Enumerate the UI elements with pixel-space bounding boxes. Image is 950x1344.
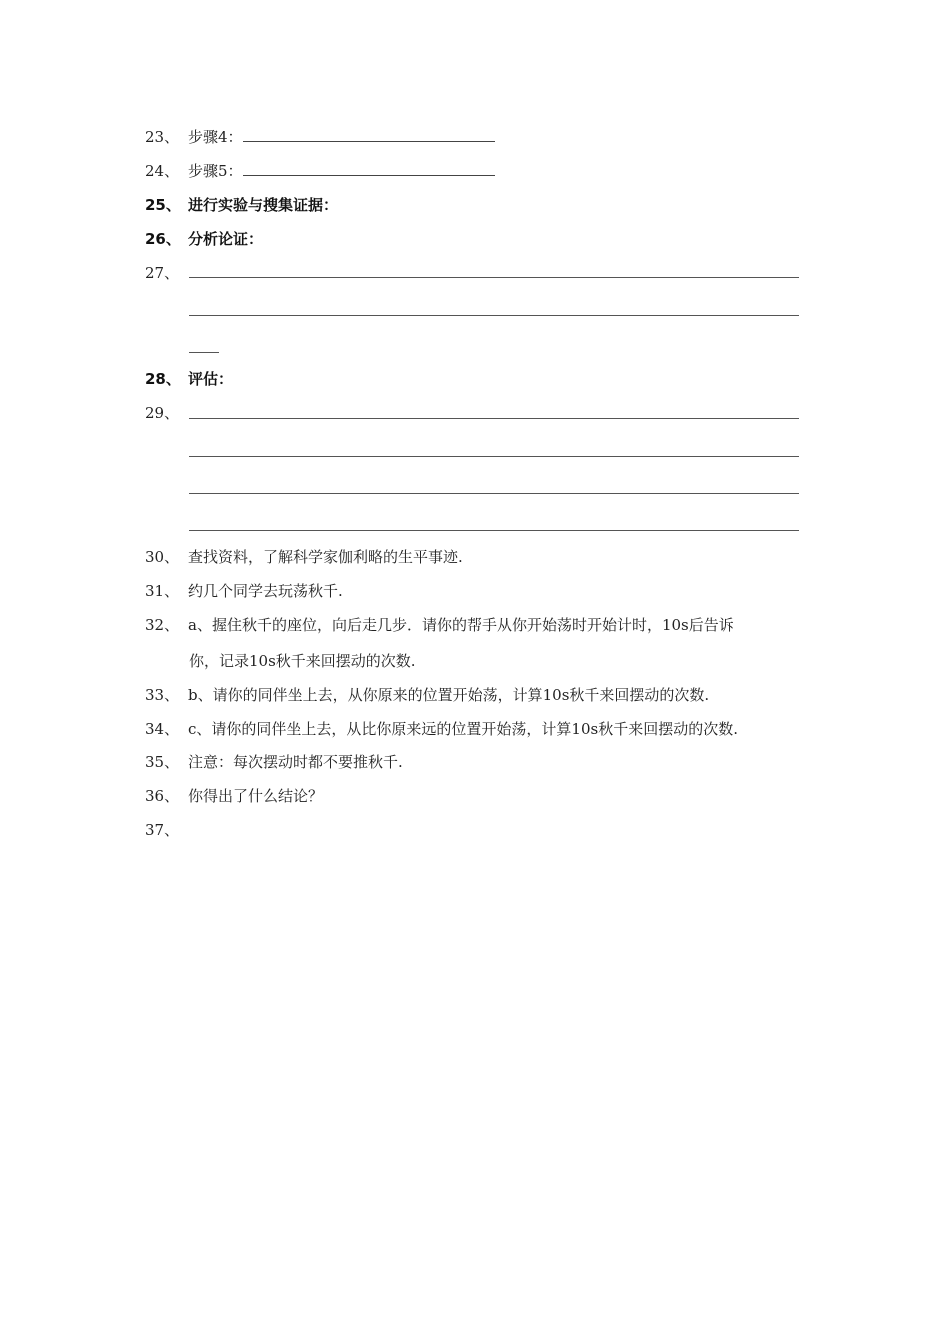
item-number: 37、 bbox=[145, 821, 180, 839]
item-number: 33、 bbox=[145, 686, 180, 704]
step-label: 步骤5： bbox=[188, 162, 243, 180]
answer-line[interactable] bbox=[189, 315, 799, 316]
item-text: 注意：每次摆动时都不要推秋千. bbox=[188, 753, 403, 771]
item-number: 29、 bbox=[145, 404, 180, 422]
item-number: 23、 bbox=[145, 128, 180, 146]
item-number: 35、 bbox=[145, 753, 180, 771]
item-text: 约几个同学去玩荡秋千. bbox=[188, 582, 343, 600]
item-number: 31、 bbox=[145, 582, 180, 600]
answer-line[interactable] bbox=[189, 456, 799, 457]
item-number: 32、 bbox=[145, 616, 180, 634]
step-label: 步骤4： bbox=[188, 128, 243, 146]
item-text: 你得出了什么结论？ bbox=[188, 787, 324, 805]
item-number: 30、 bbox=[145, 548, 180, 566]
item-number: 27、 bbox=[145, 264, 180, 282]
item-text: 查找资料，了解科学家伽利略的生平事迹. bbox=[188, 548, 463, 566]
heading-text: 分析论证： bbox=[188, 230, 264, 248]
item-text bbox=[188, 161, 495, 181]
item-number: 28、 bbox=[145, 370, 181, 388]
answer-line[interactable] bbox=[189, 493, 799, 494]
answer-blank[interactable] bbox=[243, 129, 495, 142]
heading-text: 评估： bbox=[188, 370, 234, 388]
item-text bbox=[188, 127, 495, 147]
item-number: 34、 bbox=[145, 720, 180, 738]
answer-line[interactable] bbox=[189, 352, 219, 353]
answer-line[interactable] bbox=[189, 277, 799, 278]
answer-line[interactable] bbox=[189, 418, 799, 419]
question-32-continued: 你，记录10s秋千来回摆动的次数. bbox=[189, 652, 416, 670]
answer-blank[interactable] bbox=[243, 163, 495, 176]
item-number: 36、 bbox=[145, 787, 180, 805]
item-number: 26、 bbox=[145, 230, 181, 248]
heading-text: 进行实验与搜集证据： bbox=[188, 196, 339, 214]
answer-line[interactable] bbox=[189, 530, 799, 531]
item-text: b、请你的同伴坐上去，从你原来的位置开始荡，计算10s秋千来回摆动的次数. bbox=[188, 686, 710, 704]
item-number: 24、 bbox=[145, 162, 180, 180]
item-text: c、请你的同伴坐上去，从比你原来远的位置开始荡，计算10s秋千来回摆动的次数. bbox=[188, 720, 738, 738]
item-text: a、握住秋千的座位，向后走几步．请你的帮手从你开始荡时开始计时，10s后告诉 bbox=[188, 616, 734, 634]
item-number: 25、 bbox=[145, 196, 181, 214]
